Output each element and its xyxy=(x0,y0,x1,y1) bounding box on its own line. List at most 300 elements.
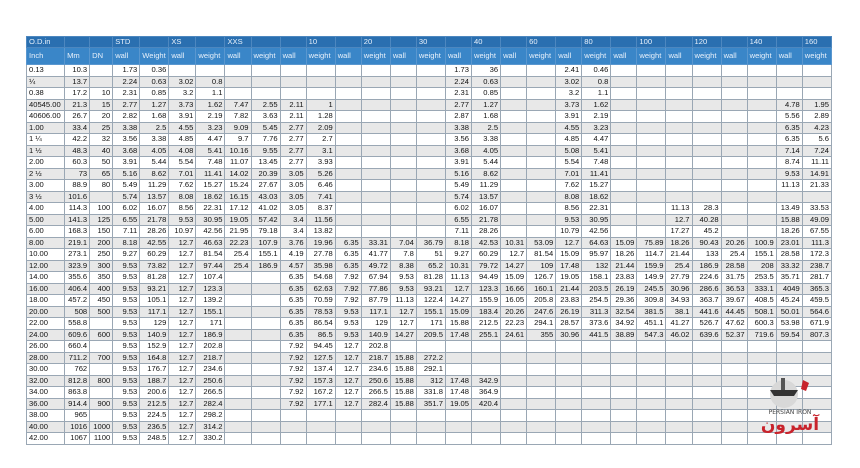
table-cell: 8.08 xyxy=(556,191,582,203)
table-cell: 140 xyxy=(747,37,776,48)
table-cell: 36 xyxy=(472,65,501,77)
table-cell: 129 xyxy=(361,318,390,330)
header-row-schedule xyxy=(27,37,832,48)
table-cell xyxy=(445,433,471,445)
table-row xyxy=(27,203,832,215)
table-cell xyxy=(251,283,280,295)
table-cell xyxy=(361,157,390,169)
table-cell: 6.46 xyxy=(306,180,335,192)
table-cell: 13.82 xyxy=(306,226,335,238)
table-cell: 14.27 xyxy=(501,260,527,272)
table-cell: 7.92 xyxy=(280,387,306,399)
table-cell xyxy=(527,387,556,399)
table-cell: 3.38 xyxy=(445,122,471,134)
table-cell xyxy=(637,122,666,134)
table-cell: 3.73 xyxy=(169,99,196,111)
table-cell: 33.31 xyxy=(361,237,390,249)
table-cell xyxy=(390,122,416,134)
table-cell: 671.9 xyxy=(802,318,831,330)
table-cell xyxy=(251,329,280,341)
table-cell: 133 xyxy=(692,249,721,261)
table-cell: 62.63 xyxy=(306,283,335,295)
table-cell xyxy=(637,99,666,111)
table-cell xyxy=(692,157,721,169)
table-cell: 7.01 xyxy=(169,168,196,180)
table-cell: 15.88 xyxy=(390,398,416,410)
table-cell xyxy=(527,145,556,157)
table-cell xyxy=(721,65,747,77)
table-cell xyxy=(416,134,445,146)
table-cell xyxy=(666,341,692,353)
table-cell: 3.23 xyxy=(196,122,225,134)
table-cell xyxy=(225,364,251,376)
table-cell xyxy=(582,364,611,376)
table-cell xyxy=(280,421,306,433)
table-cell: 176.7 xyxy=(140,364,169,376)
table-cell xyxy=(306,76,335,88)
table-cell xyxy=(335,203,361,215)
table-cell: 12.7 xyxy=(445,283,471,295)
table-cell xyxy=(90,410,113,422)
table-cell: DN xyxy=(90,48,113,65)
logo-wordmark: آسرون xyxy=(760,415,820,434)
table-cell xyxy=(692,76,721,88)
table-cell: 105.1 xyxy=(140,295,169,307)
table-cell xyxy=(361,99,390,111)
table-cell: 9.53 xyxy=(113,341,140,353)
table-cell: 39.67 xyxy=(721,295,747,307)
table-cell: 312 xyxy=(416,375,445,387)
table-cell: 441.5 xyxy=(582,329,611,341)
table-cell xyxy=(692,111,721,123)
table-cell: 294.1 xyxy=(527,318,556,330)
table-cell xyxy=(390,226,416,238)
table-cell xyxy=(472,410,501,422)
table-row xyxy=(27,375,832,387)
table-cell xyxy=(721,76,747,88)
table-cell xyxy=(721,37,747,48)
table-cell: 9.55 xyxy=(251,145,280,157)
table-cell xyxy=(637,398,666,410)
table-cell: wall xyxy=(666,48,692,65)
table-cell xyxy=(611,410,637,422)
table-cell: 2.09 xyxy=(306,122,335,134)
table-cell xyxy=(666,352,692,364)
table-cell: 330.2 xyxy=(196,433,225,445)
table-cell xyxy=(721,168,747,180)
table-cell: 140.9 xyxy=(140,329,169,341)
table-cell: 15.88 xyxy=(776,214,802,226)
table-cell: 224.5 xyxy=(140,410,169,422)
table-cell: 508 xyxy=(65,306,90,318)
pipe-schedule-table xyxy=(26,36,832,445)
table-cell: 65 xyxy=(90,168,113,180)
table-cell: 5.41 xyxy=(582,145,611,157)
table-cell xyxy=(692,387,721,399)
table-cell: 7.14 xyxy=(776,145,802,157)
table-cell xyxy=(335,168,361,180)
table-cell: 408.5 xyxy=(747,295,776,307)
table-cell: 171 xyxy=(196,318,225,330)
table-cell xyxy=(445,341,471,353)
table-cell: 5.56 xyxy=(776,111,802,123)
table-cell: 459.5 xyxy=(802,295,831,307)
table-cell xyxy=(225,283,251,295)
table-cell: weight xyxy=(196,48,225,65)
table-cell xyxy=(666,364,692,376)
table-cell: 18.00 xyxy=(27,295,65,307)
table-cell: 2 ½ xyxy=(27,168,65,180)
table-cell xyxy=(225,329,251,341)
table-cell: 2.55 xyxy=(251,99,280,111)
table-cell xyxy=(90,341,113,353)
table-cell: 3.05 xyxy=(280,180,306,192)
table-cell xyxy=(225,65,251,77)
table-cell: 15.88 xyxy=(390,352,416,364)
table-cell: weight xyxy=(361,48,390,65)
table-cell: 9.27 xyxy=(113,249,140,261)
table-cell xyxy=(90,364,113,376)
table-cell: 28.58 xyxy=(776,249,802,261)
table-cell: weight xyxy=(416,48,445,65)
table-cell: wall xyxy=(501,48,527,65)
table-cell xyxy=(747,88,776,100)
table-cell xyxy=(501,111,527,123)
table-cell: 3.76 xyxy=(280,237,306,249)
table-cell: 117.1 xyxy=(361,306,390,318)
table-cell xyxy=(747,76,776,88)
table-cell: 292.1 xyxy=(416,364,445,376)
table-cell: 3.56 xyxy=(113,134,140,146)
table-cell: XXS xyxy=(225,37,251,48)
table-cell xyxy=(361,145,390,157)
table-cell xyxy=(472,364,501,376)
table-cell: 12.7 xyxy=(556,237,582,249)
table-cell: 21.78 xyxy=(472,214,501,226)
table-cell: 234.6 xyxy=(196,364,225,376)
table-cell: 9.53 xyxy=(113,421,140,433)
table-cell xyxy=(225,398,251,410)
table-cell: 15.88 xyxy=(390,387,416,399)
table-cell: 12.7 xyxy=(169,387,196,399)
table-cell xyxy=(721,352,747,364)
table-cell xyxy=(611,88,637,100)
table-cell: 24.61 xyxy=(501,329,527,341)
table-cell: 40.00 xyxy=(27,421,65,433)
table-cell: 20.39 xyxy=(251,168,280,180)
table-cell: 9.53 xyxy=(113,260,140,272)
table-cell: 5.08 xyxy=(556,145,582,157)
table-cell xyxy=(361,421,390,433)
table-cell xyxy=(416,433,445,445)
table-cell xyxy=(692,352,721,364)
table-cell: 700 xyxy=(90,352,113,364)
table-cell xyxy=(390,410,416,422)
table-cell: 60.3 xyxy=(65,157,90,169)
table-row xyxy=(27,180,832,192)
table-cell: 4.19 xyxy=(280,249,306,261)
table-cell: 17.27 xyxy=(666,226,692,238)
table-cell xyxy=(361,203,390,215)
table-cell: 12.7 xyxy=(501,249,527,261)
table-cell: 8.56 xyxy=(556,203,582,215)
table-cell: 59.54 xyxy=(776,329,802,341)
table-row xyxy=(27,214,832,226)
table-cell xyxy=(721,145,747,157)
table-cell: 15 xyxy=(90,99,113,111)
table-cell: 3.05 xyxy=(280,168,306,180)
table-cell: 17.48 xyxy=(445,329,471,341)
table-cell: 33.53 xyxy=(802,203,831,215)
table-cell: 342.9 xyxy=(472,375,501,387)
table-cell: 4.00 xyxy=(27,203,65,215)
table-cell: 1016 xyxy=(65,421,90,433)
table-cell: 7.48 xyxy=(196,157,225,169)
table-cell xyxy=(776,76,802,88)
table-cell: 205.8 xyxy=(527,295,556,307)
table-cell: 266.5 xyxy=(196,387,225,399)
table-cell: 27.78 xyxy=(306,249,335,261)
table-cell: 10 xyxy=(90,88,113,100)
table-row xyxy=(27,145,832,157)
table-cell: 10.31 xyxy=(501,237,527,249)
table-cell: 65.2 xyxy=(416,260,445,272)
table-cell: 16.00 xyxy=(27,283,65,295)
table-cell: 8.62 xyxy=(140,168,169,180)
table-cell: wall xyxy=(280,48,306,65)
table-cell: 4.05 xyxy=(472,145,501,157)
table-cell: 15.09 xyxy=(556,249,582,261)
table-cell xyxy=(169,65,196,77)
table-cell xyxy=(611,99,637,111)
table-cell xyxy=(472,352,501,364)
table-cell xyxy=(90,76,113,88)
table-cell: 4.05 xyxy=(140,145,169,157)
table-cell: 41.77 xyxy=(361,249,390,261)
table-cell xyxy=(802,191,831,203)
table-cell: 5.54 xyxy=(169,157,196,169)
table-cell xyxy=(416,111,445,123)
table-cell xyxy=(335,99,361,111)
table-cell xyxy=(335,214,361,226)
table-cell: 31.75 xyxy=(721,272,747,284)
table-cell: wall xyxy=(390,48,416,65)
table-cell xyxy=(527,76,556,88)
table-cell: 250 xyxy=(90,249,113,261)
table-cell xyxy=(527,214,556,226)
table-cell: 12.7 xyxy=(335,352,361,364)
table-cell: 400 xyxy=(90,283,113,295)
table-cell: 28.58 xyxy=(721,260,747,272)
table-cell xyxy=(776,341,802,353)
table-cell: 9.53 xyxy=(113,306,140,318)
table-cell: 75.89 xyxy=(637,237,666,249)
table-cell: 40 xyxy=(90,145,113,157)
table-cell xyxy=(527,364,556,376)
table-cell xyxy=(721,203,747,215)
table-cell: 3.91 xyxy=(445,157,471,169)
table-cell xyxy=(501,134,527,146)
table-cell xyxy=(361,214,390,226)
table-cell: 2.89 xyxy=(802,111,831,123)
table-cell: 5.54 xyxy=(556,157,582,169)
table-cell: 25 xyxy=(90,122,113,134)
table-cell xyxy=(361,122,390,134)
table-cell xyxy=(361,226,390,238)
table-cell xyxy=(65,37,90,48)
table-cell: 15.88 xyxy=(390,375,416,387)
table-cell: 3.05 xyxy=(280,203,306,215)
table-cell: 1 ½ xyxy=(27,145,65,157)
table-cell: 14.27 xyxy=(445,295,471,307)
table-cell: 0.13 xyxy=(27,65,65,77)
table-cell: 7.92 xyxy=(335,272,361,284)
table-cell: 6.35 xyxy=(335,249,361,261)
table-cell xyxy=(666,168,692,180)
table-cell xyxy=(611,398,637,410)
table-cell xyxy=(416,76,445,88)
table-cell: 15.27 xyxy=(582,180,611,192)
table-cell: 355 xyxy=(527,329,556,341)
table-cell: 1.00 xyxy=(27,122,65,134)
table-cell xyxy=(692,341,721,353)
table-cell: 10.00 xyxy=(27,249,65,261)
table-cell xyxy=(556,352,582,364)
table-cell xyxy=(721,214,747,226)
table-cell: 12.7 xyxy=(390,318,416,330)
table-cell xyxy=(666,191,692,203)
table-cell xyxy=(802,341,831,353)
table-row xyxy=(27,318,832,330)
table-cell xyxy=(747,111,776,123)
table-cell xyxy=(666,145,692,157)
table-cell xyxy=(472,421,501,433)
table-cell: 20.26 xyxy=(501,306,527,318)
table-cell: 122.4 xyxy=(416,295,445,307)
table-cell: 6.35 xyxy=(335,237,361,249)
table-row xyxy=(27,99,832,111)
table-cell xyxy=(611,191,637,203)
table-cell: 100.9 xyxy=(747,237,776,249)
table-cell: 373.6 xyxy=(582,318,611,330)
table-cell: 7.48 xyxy=(582,157,611,169)
table-cell: 245.5 xyxy=(637,283,666,295)
table-cell xyxy=(747,168,776,180)
table-cell xyxy=(747,203,776,215)
table-cell: 30.96 xyxy=(666,283,692,295)
table-cell: 234.6 xyxy=(361,364,390,376)
table-cell: 114.3 xyxy=(65,203,90,215)
table-cell xyxy=(251,387,280,399)
table-row xyxy=(27,433,832,445)
table-cell xyxy=(721,180,747,192)
table-cell: 2.31 xyxy=(445,88,471,100)
table-cell xyxy=(416,410,445,422)
table-cell: 32.54 xyxy=(611,306,637,318)
table-cell xyxy=(692,65,721,77)
table-cell xyxy=(527,168,556,180)
table-cell xyxy=(225,318,251,330)
table-cell: 9.53 xyxy=(113,295,140,307)
table-row xyxy=(27,387,832,399)
table-cell: 25.4 xyxy=(721,249,747,261)
table-cell xyxy=(416,99,445,111)
table-cell: 86.54 xyxy=(306,318,335,330)
table-cell: 7.62 xyxy=(169,180,196,192)
table-cell: 314.2 xyxy=(196,421,225,433)
table-cell xyxy=(390,134,416,146)
table-cell: 186.9 xyxy=(196,329,225,341)
table-cell: 5.16 xyxy=(445,168,471,180)
table-cell: 4.57 xyxy=(280,260,306,272)
table-row xyxy=(27,329,832,341)
table-cell xyxy=(390,145,416,157)
table-cell: 3.56 xyxy=(445,134,471,146)
table-cell xyxy=(416,157,445,169)
table-cell: 6.35 xyxy=(280,306,306,318)
table-cell xyxy=(692,99,721,111)
table-cell: 800 xyxy=(90,375,113,387)
table-cell: 224.6 xyxy=(692,272,721,284)
table-cell: 2.77 xyxy=(113,99,140,111)
table-cell: 12.7 xyxy=(335,375,361,387)
table-cell: 14.91 xyxy=(802,168,831,180)
table-cell xyxy=(196,65,225,77)
table-cell xyxy=(527,191,556,203)
table-cell xyxy=(721,341,747,353)
table-cell xyxy=(416,421,445,433)
table-cell: 1.68 xyxy=(140,111,169,123)
table-cell: 51 xyxy=(416,249,445,261)
table-cell: 6.02 xyxy=(445,203,471,215)
table-cell: 8.62 xyxy=(472,168,501,180)
table-cell: 4.85 xyxy=(169,134,196,146)
table-cell: 2.11 xyxy=(280,99,306,111)
table-cell: 60 xyxy=(527,37,556,48)
table-cell xyxy=(637,214,666,226)
table-cell: 1.62 xyxy=(196,99,225,111)
table-cell: 2.82 xyxy=(113,111,140,123)
table-cell xyxy=(361,433,390,445)
table-cell: 1 xyxy=(306,99,335,111)
table-cell xyxy=(225,306,251,318)
table-cell: 381.5 xyxy=(637,306,666,318)
table-cell xyxy=(527,410,556,422)
table-cell: 183.4 xyxy=(472,306,501,318)
table-cell: 900 xyxy=(90,398,113,410)
table-cell xyxy=(611,433,637,445)
table-cell xyxy=(335,157,361,169)
table-cell: 282.4 xyxy=(361,398,390,410)
table-cell: 77.86 xyxy=(361,283,390,295)
table-cell: 9.53 xyxy=(113,375,140,387)
table-cell xyxy=(582,341,611,353)
table-cell xyxy=(335,122,361,134)
table-cell xyxy=(637,76,666,88)
table-cell: 212.5 xyxy=(472,318,501,330)
table-cell: 12.7 xyxy=(169,306,196,318)
table-cell: 3.73 xyxy=(556,99,582,111)
table-cell: 45.2 xyxy=(692,226,721,238)
table-cell: wall xyxy=(721,48,747,65)
table-cell: 9.53 xyxy=(169,214,196,226)
table-cell: 160 xyxy=(802,37,831,48)
table-cell: 123.3 xyxy=(472,283,501,295)
table-cell: 4.85 xyxy=(556,134,582,146)
table-cell xyxy=(196,37,225,48)
table-cell xyxy=(501,410,527,422)
table-cell: 9.53 xyxy=(113,364,140,376)
